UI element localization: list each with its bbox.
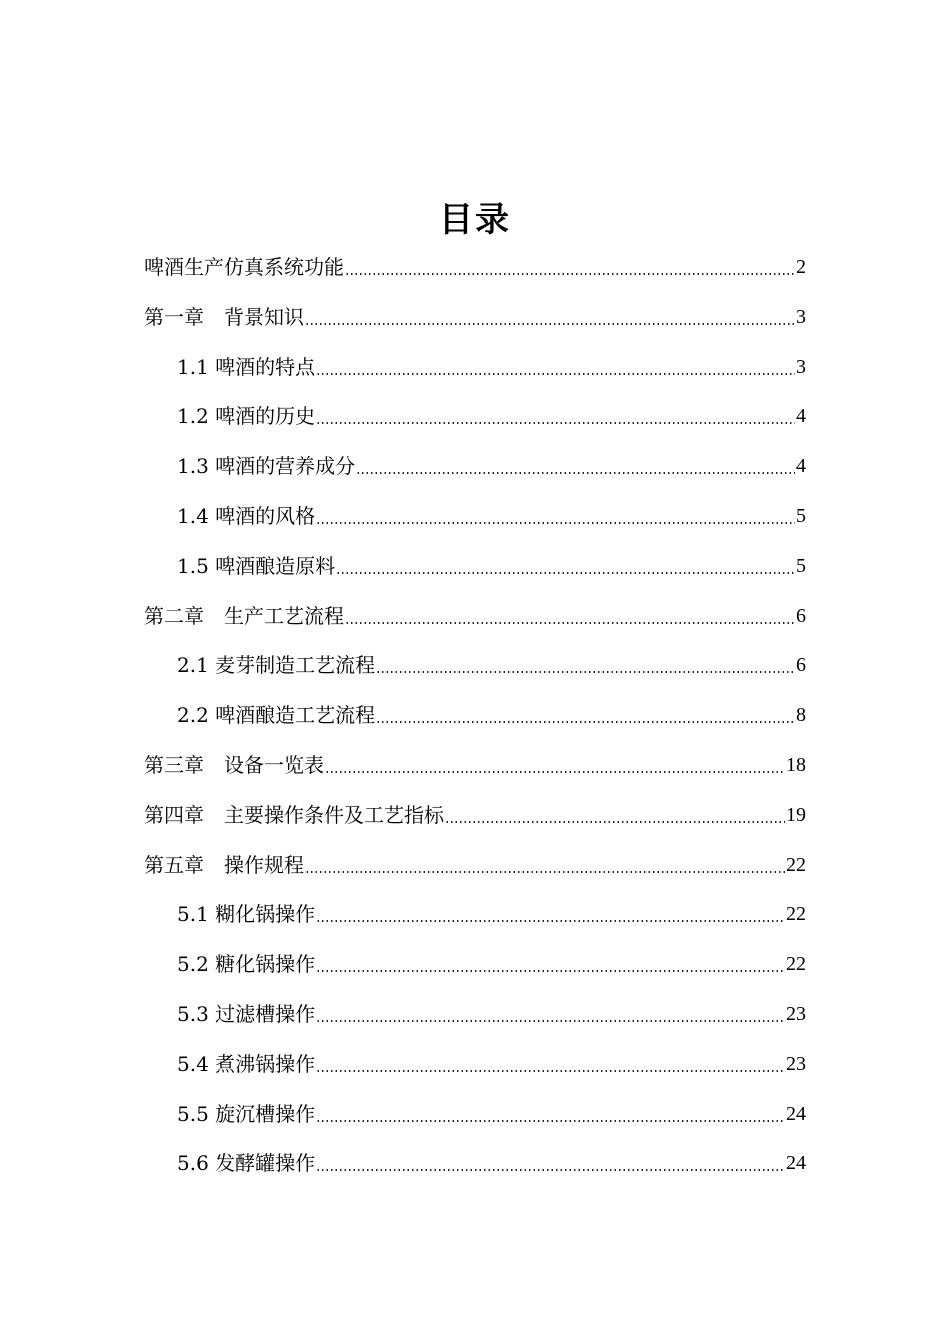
toc-entry-text: 5.2 糖化锅操作 [177, 952, 316, 977]
toc-entry-text: 2.1 麦芽制造工艺流程 [177, 653, 376, 678]
toc-entry-text: 第二章 生产工艺流程 [144, 603, 344, 628]
toc-entry-page-number: 23 [786, 1052, 806, 1075]
toc-entry-text: 5.6 发酵罐操作 [177, 1151, 316, 1176]
toc-entry-text: 1.2 啤酒的历史 [177, 404, 316, 429]
toc-entry-text: 5.3 过滤槽操作 [177, 1002, 316, 1026]
toc-entry[interactable] [177, 643, 806, 679]
toc-entry-page-number: 24 [786, 1102, 806, 1125]
toc-entry[interactable] [177, 942, 806, 978]
toc-entry-page-number: 24 [786, 1152, 806, 1175]
dot-leader [316, 1169, 785, 1171]
toc-entry-text: 第三章 设备一览表 [144, 753, 324, 777]
toc-entry-page-number: 22 [786, 953, 806, 976]
dot-leader [316, 1070, 785, 1072]
toc-entry-page-number: 5 [796, 505, 806, 527]
dot-leader [325, 771, 785, 773]
toc-entry-page-number: 5 [796, 554, 806, 577]
toc-entry-page-number: 4 [796, 405, 806, 428]
toc-entry-page-number: 19 [786, 803, 806, 826]
dot-leader [305, 871, 785, 873]
dot-leader [316, 970, 785, 972]
dot-leader [336, 572, 795, 574]
toc-title: 目录 [439, 200, 511, 240]
toc-entry-page-number: 23 [786, 1003, 806, 1025]
toc-entry-page-number: 6 [796, 604, 806, 627]
toc-entry[interactable] [177, 394, 806, 430]
dot-leader [376, 721, 795, 723]
toc-entry[interactable] [177, 444, 806, 480]
toc-entry-text: 第一章 背景知识 [144, 304, 304, 329]
toc-entry-page-number: 6 [796, 654, 806, 677]
toc-entry-page-number: 22 [786, 903, 806, 926]
dot-leader [316, 1120, 785, 1122]
toc-entry[interactable] [177, 992, 806, 1028]
toc-entry-text: 啤酒生产仿真系统功能 [144, 255, 344, 279]
dot-leader [316, 920, 785, 922]
toc-entry-text: 2.2 啤酒酿造工艺流程 [177, 703, 376, 728]
toc-entry-page-number: 18 [786, 754, 806, 776]
toc-entry[interactable] [144, 743, 806, 779]
dot-leader [316, 522, 795, 524]
toc-entry[interactable] [177, 544, 806, 580]
toc-entry[interactable] [177, 693, 806, 729]
toc-entry-text: 5.1 糊化锅操作 [177, 902, 316, 927]
toc-entry[interactable] [177, 1042, 806, 1078]
toc-entry-text: 1.5 啤酒酿造原料 [177, 553, 336, 578]
toc-entry-page-number: 3 [796, 355, 806, 378]
toc-entry-text: 1.4 啤酒的风格 [177, 504, 316, 528]
toc-entry[interactable] [144, 843, 806, 879]
toc-entry-text: 5.4 煮沸锅操作 [177, 1051, 316, 1076]
dot-leader [316, 1020, 785, 1022]
toc-entry-text: 第四章 主要操作条件及工艺指标 [144, 802, 444, 827]
toc-entry-page-number: 8 [796, 704, 806, 727]
dot-leader [345, 273, 795, 275]
toc-entry-page-number: 2 [796, 256, 806, 278]
toc-entry[interactable] [144, 594, 806, 630]
dot-leader [316, 373, 795, 375]
toc-entry[interactable] [144, 245, 806, 281]
toc-entry-text: 第五章 操作规程 [144, 852, 304, 877]
toc-entry-text: 1.1 啤酒的特点 [177, 354, 316, 379]
toc-entry[interactable] [177, 1141, 806, 1177]
toc-entry-page-number: 3 [796, 305, 806, 328]
toc-entry[interactable] [144, 793, 806, 829]
toc-entry-text: 5.5 旋沉槽操作 [177, 1101, 316, 1126]
toc-entry[interactable] [177, 1092, 806, 1128]
dot-leader [356, 472, 795, 474]
toc-entry[interactable] [177, 345, 806, 381]
dot-leader [316, 422, 795, 424]
toc-entry-page-number: 22 [786, 853, 806, 876]
toc-entry[interactable] [177, 892, 806, 928]
toc-entry[interactable] [177, 494, 806, 530]
toc-entry[interactable] [144, 295, 806, 331]
dot-leader [376, 671, 795, 673]
dot-leader [305, 323, 795, 325]
toc-entry-page-number: 4 [796, 455, 806, 478]
toc-entry-text: 1.3 啤酒的营养成分 [177, 454, 356, 479]
dot-leader [445, 821, 785, 823]
dot-leader [345, 622, 795, 624]
